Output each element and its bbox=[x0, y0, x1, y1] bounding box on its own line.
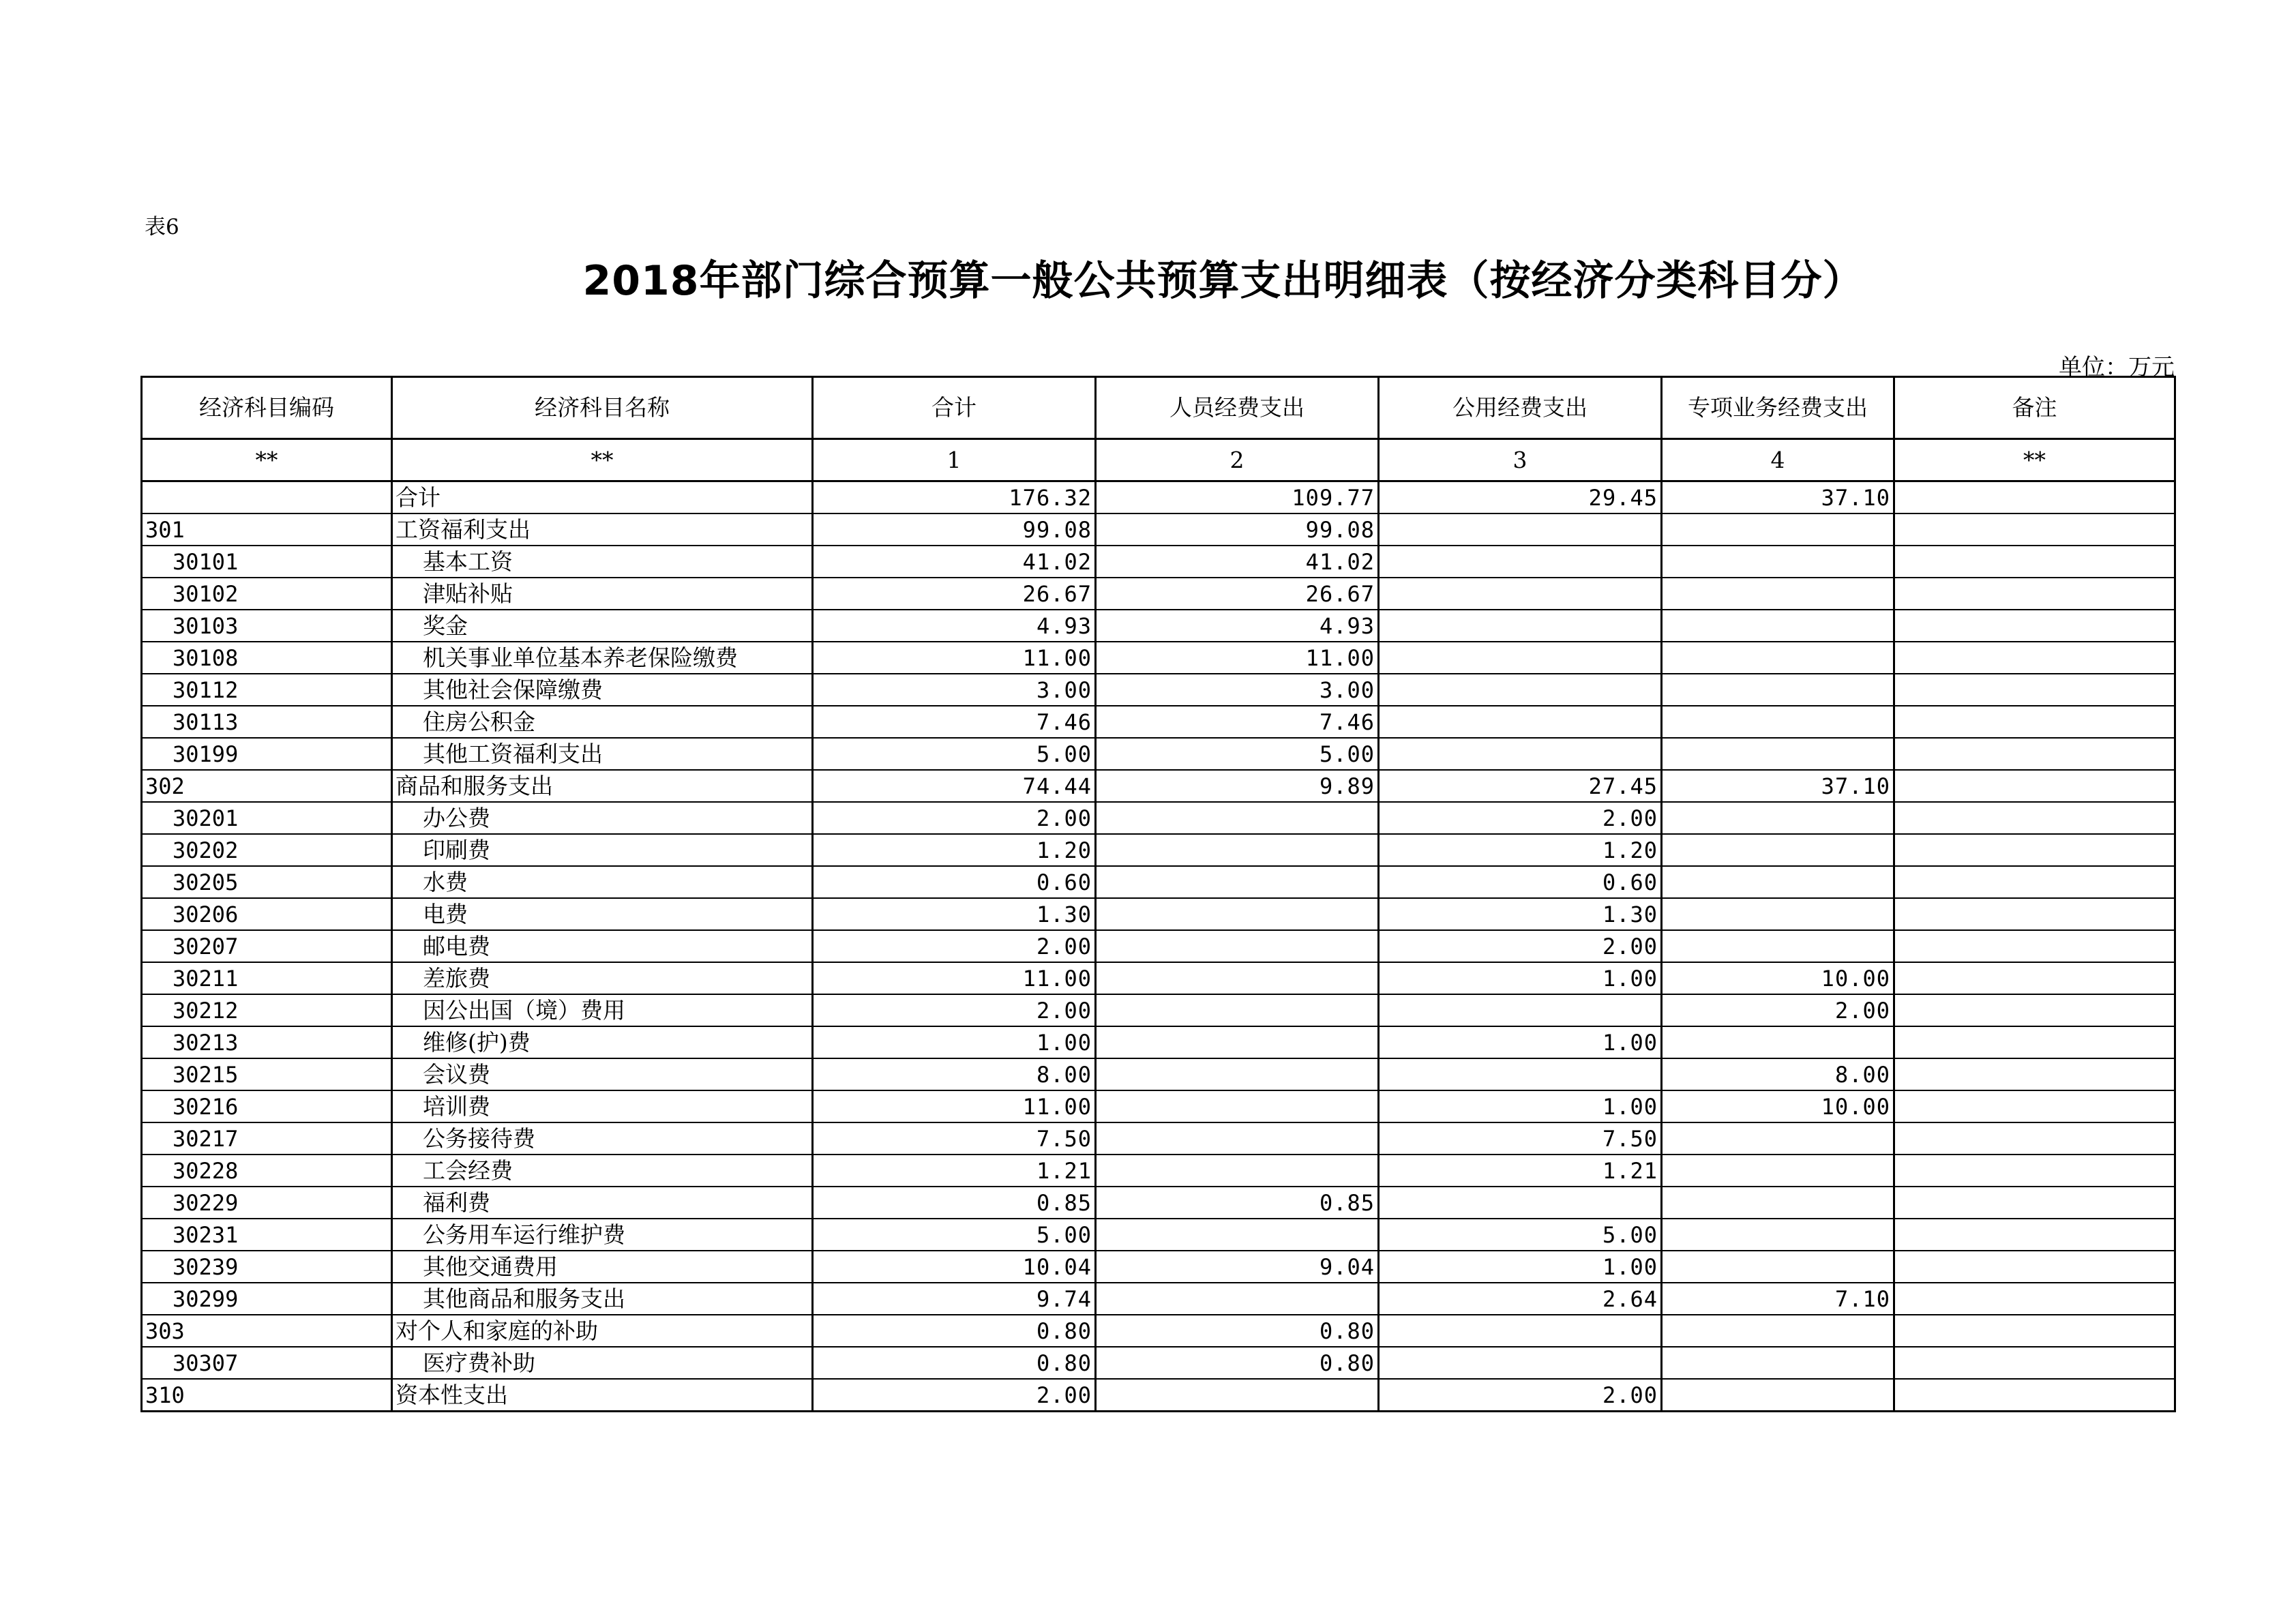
index-cell: 1 bbox=[813, 439, 1096, 481]
cell-name: 资本性支出 bbox=[392, 1379, 813, 1412]
cell-name: 会议费 bbox=[392, 1058, 813, 1090]
cell-personnel: 4.93 bbox=[1096, 610, 1379, 642]
cell-total: 1.00 bbox=[813, 1026, 1096, 1058]
table-row bbox=[142, 513, 2175, 546]
cell-public: 0.60 bbox=[1379, 866, 1662, 898]
cell-public bbox=[1379, 578, 1662, 610]
cell-personnel: 0.80 bbox=[1096, 1315, 1379, 1347]
unit-label: 单位：万元 bbox=[2059, 354, 2175, 381]
cell-total: 4.93 bbox=[813, 610, 1096, 642]
cell-personnel bbox=[1096, 898, 1379, 930]
cell-note bbox=[1894, 1315, 2175, 1347]
cell-note bbox=[1894, 962, 2175, 994]
cell-total: 5.00 bbox=[813, 1219, 1096, 1251]
cell-personnel bbox=[1096, 834, 1379, 866]
cell-code: 30213 bbox=[142, 1026, 392, 1058]
cell-note bbox=[1894, 1122, 2175, 1155]
cell-special: 2.00 bbox=[1662, 994, 1894, 1026]
cell-special bbox=[1662, 513, 1894, 546]
cell-public bbox=[1379, 1315, 1662, 1347]
table-row bbox=[142, 578, 2175, 610]
table-row bbox=[142, 1379, 2175, 1412]
cell-special bbox=[1662, 1026, 1894, 1058]
cell-note bbox=[1894, 513, 2175, 546]
cell-code: 302 bbox=[142, 770, 392, 802]
cell-special bbox=[1662, 1155, 1894, 1187]
cell-total: 2.00 bbox=[813, 802, 1096, 834]
cell-name: 电费 bbox=[392, 898, 813, 930]
table-row bbox=[142, 802, 2175, 834]
table-row bbox=[142, 1251, 2175, 1283]
cell-public bbox=[1379, 1347, 1662, 1379]
cell-total: 2.00 bbox=[813, 930, 1096, 962]
index-cell: ** bbox=[392, 439, 813, 481]
cell-total: 0.85 bbox=[813, 1187, 1096, 1219]
cell-public: 1.00 bbox=[1379, 1090, 1662, 1122]
cell-name: 商品和服务支出 bbox=[392, 770, 813, 802]
index-cell: ** bbox=[142, 439, 392, 481]
table-row bbox=[142, 962, 2175, 994]
cell-special: 7.10 bbox=[1662, 1283, 1894, 1315]
cell-name: 差旅费 bbox=[392, 962, 813, 994]
cell-personnel: 9.89 bbox=[1096, 770, 1379, 802]
cell-personnel: 0.85 bbox=[1096, 1187, 1379, 1219]
cell-note bbox=[1894, 898, 2175, 930]
cell-name: 其他商品和服务支出 bbox=[392, 1283, 813, 1315]
cell-name: 津贴补贴 bbox=[392, 578, 813, 610]
cell-code: 30228 bbox=[142, 1155, 392, 1187]
cell-note bbox=[1894, 674, 2175, 706]
cell-note bbox=[1894, 481, 2175, 514]
cell-public bbox=[1379, 1058, 1662, 1090]
cell-code: 30113 bbox=[142, 706, 392, 738]
cell-special bbox=[1662, 1122, 1894, 1155]
cell-total: 10.04 bbox=[813, 1251, 1096, 1283]
cell-note bbox=[1894, 546, 2175, 578]
cell-total: 2.00 bbox=[813, 1379, 1096, 1412]
cell-special bbox=[1662, 610, 1894, 642]
cell-total: 2.00 bbox=[813, 994, 1096, 1026]
cell-public bbox=[1379, 513, 1662, 546]
cell-personnel bbox=[1096, 802, 1379, 834]
cell-note bbox=[1894, 1026, 2175, 1058]
header-cell-total: 合计 bbox=[813, 377, 1096, 439]
cell-code: 30217 bbox=[142, 1122, 392, 1155]
cell-public: 1.00 bbox=[1379, 1026, 1662, 1058]
cell-total: 1.30 bbox=[813, 898, 1096, 930]
cell-personnel bbox=[1096, 1155, 1379, 1187]
cell-total: 5.00 bbox=[813, 738, 1096, 770]
table-row bbox=[142, 738, 2175, 770]
table-row bbox=[142, 674, 2175, 706]
cell-personnel: 41.02 bbox=[1096, 546, 1379, 578]
cell-code: 30201 bbox=[142, 802, 392, 834]
cell-note bbox=[1894, 930, 2175, 962]
cell-total: 11.00 bbox=[813, 642, 1096, 674]
cell-code: 30199 bbox=[142, 738, 392, 770]
index-cell: 4 bbox=[1662, 439, 1894, 481]
table-row bbox=[142, 930, 2175, 962]
cell-special bbox=[1662, 1187, 1894, 1219]
cell-total: 9.74 bbox=[813, 1283, 1096, 1315]
cell-note bbox=[1894, 706, 2175, 738]
cell-personnel bbox=[1096, 1090, 1379, 1122]
cell-name: 对个人和家庭的补助 bbox=[392, 1315, 813, 1347]
cell-code: 30202 bbox=[142, 834, 392, 866]
cell-code: 301 bbox=[142, 513, 392, 546]
cell-name: 基本工资 bbox=[392, 546, 813, 578]
cell-public bbox=[1379, 674, 1662, 706]
table-row bbox=[142, 546, 2175, 578]
cell-code: 30216 bbox=[142, 1090, 392, 1122]
cell-note bbox=[1894, 610, 2175, 642]
cell-note bbox=[1894, 1058, 2175, 1090]
cell-total: 1.21 bbox=[813, 1155, 1096, 1187]
cell-total: 41.02 bbox=[813, 546, 1096, 578]
header-row bbox=[142, 377, 2175, 439]
cell-code: 30212 bbox=[142, 994, 392, 1026]
table-row bbox=[142, 706, 2175, 738]
header-cell-code: 经济科目编码 bbox=[142, 377, 392, 439]
cell-special bbox=[1662, 738, 1894, 770]
cell-public: 1.21 bbox=[1379, 1155, 1662, 1187]
cell-special bbox=[1662, 578, 1894, 610]
header-cell-name: 经济科目名称 bbox=[392, 377, 813, 439]
table-row bbox=[142, 642, 2175, 674]
cell-special bbox=[1662, 706, 1894, 738]
cell-special bbox=[1662, 834, 1894, 866]
cell-name: 公务用车运行维护费 bbox=[392, 1219, 813, 1251]
cell-public: 1.30 bbox=[1379, 898, 1662, 930]
cell-personnel: 109.77 bbox=[1096, 481, 1379, 514]
table-row bbox=[142, 1058, 2175, 1090]
index-row bbox=[142, 439, 2175, 481]
cell-personnel bbox=[1096, 930, 1379, 962]
cell-note bbox=[1894, 1347, 2175, 1379]
cell-total: 74.44 bbox=[813, 770, 1096, 802]
cell-code: 30211 bbox=[142, 962, 392, 994]
cell-code: 30112 bbox=[142, 674, 392, 706]
cell-public bbox=[1379, 994, 1662, 1026]
cell-public: 29.45 bbox=[1379, 481, 1662, 514]
cell-special bbox=[1662, 1379, 1894, 1412]
cell-special bbox=[1662, 802, 1894, 834]
cell-total: 99.08 bbox=[813, 513, 1096, 546]
header-cell-note: 备注 bbox=[1894, 377, 2175, 439]
cell-note bbox=[1894, 1155, 2175, 1187]
cell-special bbox=[1662, 674, 1894, 706]
cell-total: 176.32 bbox=[813, 481, 1096, 514]
cell-name: 邮电费 bbox=[392, 930, 813, 962]
cell-name: 奖金 bbox=[392, 610, 813, 642]
cell-note bbox=[1894, 738, 2175, 770]
cell-personnel: 7.46 bbox=[1096, 706, 1379, 738]
table-row bbox=[142, 1122, 2175, 1155]
cell-name: 其他社会保障缴费 bbox=[392, 674, 813, 706]
cell-total: 7.46 bbox=[813, 706, 1096, 738]
cell-total: 7.50 bbox=[813, 1122, 1096, 1155]
cell-note bbox=[1894, 802, 2175, 834]
index-cell: 3 bbox=[1379, 439, 1662, 481]
cell-total: 11.00 bbox=[813, 962, 1096, 994]
cell-code: 30103 bbox=[142, 610, 392, 642]
cell-name: 培训费 bbox=[392, 1090, 813, 1122]
cell-note bbox=[1894, 578, 2175, 610]
cell-special bbox=[1662, 1251, 1894, 1283]
cell-note bbox=[1894, 770, 2175, 802]
cell-name: 工会经费 bbox=[392, 1155, 813, 1187]
cell-personnel bbox=[1096, 994, 1379, 1026]
cell-special: 10.00 bbox=[1662, 1090, 1894, 1122]
index-cell: ** bbox=[1894, 439, 2175, 481]
table-row bbox=[142, 866, 2175, 898]
cell-public: 1.20 bbox=[1379, 834, 1662, 866]
cell-personnel: 9.04 bbox=[1096, 1251, 1379, 1283]
cell-public bbox=[1379, 1187, 1662, 1219]
page-title: 2018年部门综合预算一般公共预算支出明细表（按经济分类科目分） bbox=[582, 257, 1864, 305]
table-row bbox=[142, 898, 2175, 930]
cell-special bbox=[1662, 930, 1894, 962]
cell-note bbox=[1894, 834, 2175, 866]
cell-total: 11.00 bbox=[813, 1090, 1096, 1122]
cell-name: 合计 bbox=[392, 481, 813, 514]
table-row bbox=[142, 1315, 2175, 1347]
cell-name: 公务接待费 bbox=[392, 1122, 813, 1155]
cell-special bbox=[1662, 546, 1894, 578]
cell-personnel bbox=[1096, 1283, 1379, 1315]
cell-note bbox=[1894, 1187, 2175, 1219]
cell-personnel: 11.00 bbox=[1096, 642, 1379, 674]
cell-code: 30108 bbox=[142, 642, 392, 674]
table-row bbox=[142, 1347, 2175, 1379]
cell-note bbox=[1894, 1251, 2175, 1283]
cell-public bbox=[1379, 610, 1662, 642]
cell-public bbox=[1379, 642, 1662, 674]
cell-name: 住房公积金 bbox=[392, 706, 813, 738]
cell-total: 26.67 bbox=[813, 578, 1096, 610]
cell-personnel: 3.00 bbox=[1096, 674, 1379, 706]
cell-personnel bbox=[1096, 962, 1379, 994]
cell-total: 3.00 bbox=[813, 674, 1096, 706]
cell-note bbox=[1894, 866, 2175, 898]
cell-name: 印刷费 bbox=[392, 834, 813, 866]
expenditure-table bbox=[140, 376, 2176, 1412]
table-row bbox=[142, 1155, 2175, 1187]
cell-code: 30101 bbox=[142, 546, 392, 578]
cell-note bbox=[1894, 642, 2175, 674]
cell-name: 工资福利支出 bbox=[392, 513, 813, 546]
cell-special bbox=[1662, 898, 1894, 930]
cell-personnel bbox=[1096, 1219, 1379, 1251]
table-row bbox=[142, 1283, 2175, 1315]
cell-code: 30215 bbox=[142, 1058, 392, 1090]
table-row bbox=[142, 1090, 2175, 1122]
cell-public: 7.50 bbox=[1379, 1122, 1662, 1155]
table-row bbox=[142, 610, 2175, 642]
cell-personnel bbox=[1096, 1058, 1379, 1090]
cell-code: 30205 bbox=[142, 866, 392, 898]
cell-special bbox=[1662, 1315, 1894, 1347]
table-row bbox=[142, 834, 2175, 866]
cell-public: 5.00 bbox=[1379, 1219, 1662, 1251]
cell-code: 30307 bbox=[142, 1347, 392, 1379]
cell-name: 维修(护)费 bbox=[392, 1026, 813, 1058]
header-cell-public: 公用经费支出 bbox=[1379, 377, 1662, 439]
header-cell-special: 专项业务经费支出 bbox=[1662, 377, 1894, 439]
cell-code: 30239 bbox=[142, 1251, 392, 1283]
cell-personnel bbox=[1096, 866, 1379, 898]
cell-personnel bbox=[1096, 1122, 1379, 1155]
cell-name: 机关事业单位基本养老保险缴费 bbox=[392, 642, 813, 674]
cell-special bbox=[1662, 1219, 1894, 1251]
cell-note bbox=[1894, 1219, 2175, 1251]
header-cell-personnel: 人员经费支出 bbox=[1096, 377, 1379, 439]
table-number-label: 表6 bbox=[145, 215, 179, 239]
cell-special: 37.10 bbox=[1662, 770, 1894, 802]
cell-note bbox=[1894, 1283, 2175, 1315]
cell-name: 因公出国（境）费用 bbox=[392, 994, 813, 1026]
cell-code: 310 bbox=[142, 1379, 392, 1412]
cell-code: 30102 bbox=[142, 578, 392, 610]
cell-public: 2.64 bbox=[1379, 1283, 1662, 1315]
cell-public: 2.00 bbox=[1379, 1379, 1662, 1412]
cell-note bbox=[1894, 1090, 2175, 1122]
cell-total: 0.80 bbox=[813, 1315, 1096, 1347]
cell-name: 医疗费补助 bbox=[392, 1347, 813, 1379]
cell-code: 303 bbox=[142, 1315, 392, 1347]
cell-public: 1.00 bbox=[1379, 962, 1662, 994]
cell-special: 10.00 bbox=[1662, 962, 1894, 994]
cell-personnel: 99.08 bbox=[1096, 513, 1379, 546]
cell-public: 2.00 bbox=[1379, 802, 1662, 834]
cell-special bbox=[1662, 642, 1894, 674]
cell-personnel: 26.67 bbox=[1096, 578, 1379, 610]
cell-special bbox=[1662, 866, 1894, 898]
cell-code: 30299 bbox=[142, 1283, 392, 1315]
cell-note bbox=[1894, 994, 2175, 1026]
cell-name: 其他工资福利支出 bbox=[392, 738, 813, 770]
table-row bbox=[142, 1026, 2175, 1058]
cell-special bbox=[1662, 1347, 1894, 1379]
cell-total: 0.80 bbox=[813, 1347, 1096, 1379]
cell-name: 其他交通费用 bbox=[392, 1251, 813, 1283]
cell-total: 8.00 bbox=[813, 1058, 1096, 1090]
cell-total: 0.60 bbox=[813, 866, 1096, 898]
cell-public bbox=[1379, 738, 1662, 770]
cell-code: 30206 bbox=[142, 898, 392, 930]
cell-total: 1.20 bbox=[813, 834, 1096, 866]
cell-public: 27.45 bbox=[1379, 770, 1662, 802]
table-row bbox=[142, 1219, 2175, 1251]
table-row bbox=[142, 481, 2175, 514]
index-cell: 2 bbox=[1096, 439, 1379, 481]
cell-special: 37.10 bbox=[1662, 481, 1894, 514]
cell-public bbox=[1379, 546, 1662, 578]
cell-note bbox=[1894, 1379, 2175, 1412]
cell-public: 1.00 bbox=[1379, 1251, 1662, 1283]
cell-special: 8.00 bbox=[1662, 1058, 1894, 1090]
cell-public bbox=[1379, 706, 1662, 738]
cell-personnel bbox=[1096, 1026, 1379, 1058]
cell-public: 2.00 bbox=[1379, 930, 1662, 962]
cell-personnel: 5.00 bbox=[1096, 738, 1379, 770]
cell-code: 30231 bbox=[142, 1219, 392, 1251]
cell-code bbox=[142, 481, 392, 514]
cell-code: 30229 bbox=[142, 1187, 392, 1219]
cell-personnel: 0.80 bbox=[1096, 1347, 1379, 1379]
cell-name: 办公费 bbox=[392, 802, 813, 834]
table-row bbox=[142, 994, 2175, 1026]
table-row bbox=[142, 770, 2175, 802]
table-row bbox=[142, 1187, 2175, 1219]
cell-personnel bbox=[1096, 1379, 1379, 1412]
cell-name: 水费 bbox=[392, 866, 813, 898]
cell-name: 福利费 bbox=[392, 1187, 813, 1219]
cell-code: 30207 bbox=[142, 930, 392, 962]
